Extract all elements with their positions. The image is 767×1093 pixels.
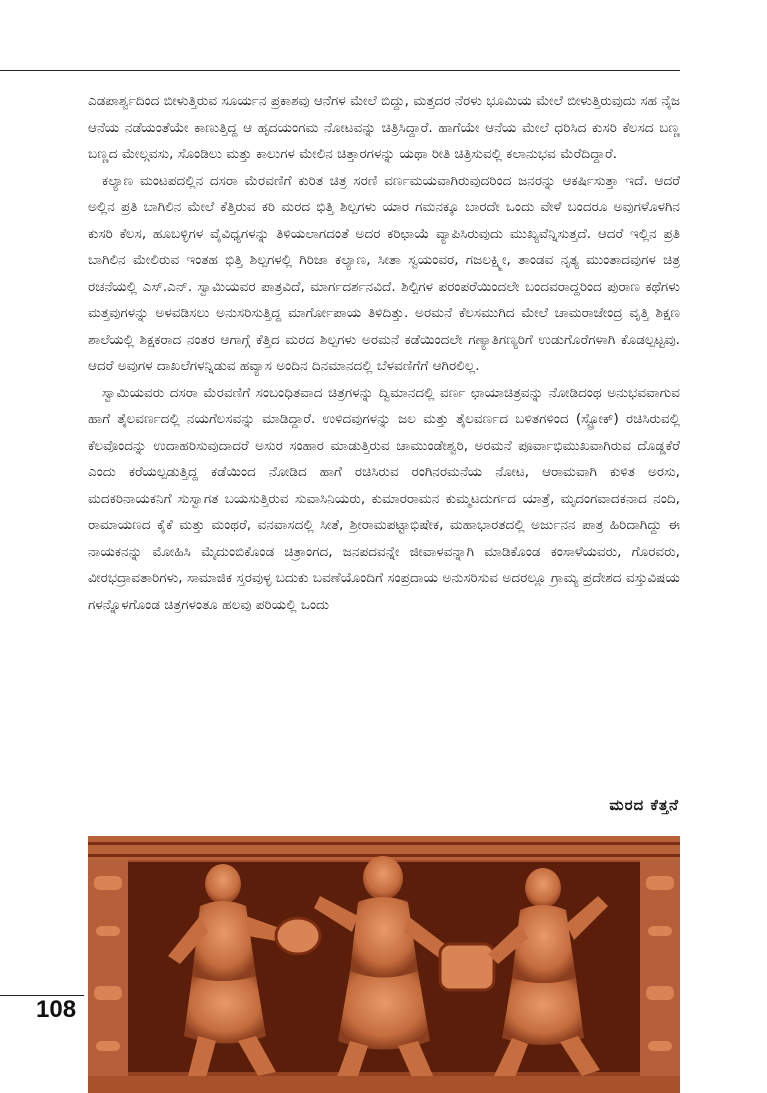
header-rule <box>0 70 680 71</box>
figure-caption: ಮರದ ಕೆತ್ತನೆ <box>609 796 679 814</box>
wood-carving-photo <box>88 836 680 1093</box>
paragraph-2: ಕಲ್ಯಾಣ ಮಂಟಪದಲ್ಲಿನ ದಸರಾ ಮೆರವಣಿಗೆ ಕುರಿತ ಚಿತ್ರ ಸರಣಿ ವರ್ಣಮಯವಾಗಿರುವುದರಿಂದ ಜನರನ್ನು ಆಕರ್ಷಿಸುತ್ತಾ ಇದೆ. ಆದರೆ ಅಲ್ಲಿನ ಪ್ರತಿ ಬಾಗಿಲಿನ ಮೇಲೆ ಕೆತ್ತಿರುವ ಕರಿ ಮರದ ಭಿತ್ತಿ ಶಿಲ್ಪಗಳು ಯಾರ ಗಮನಕ್ಕೂ ಬಾರದೇ ಒಂದು ವೇಳೆ ಬಂದರೂ ಅವುಗಳೊಳಗಿನ ಕುಸರಿ ಕೆಲಸ, ಹೂಬಳ್ಳಿಗಳ ವೈವಿಧ್ಯಗಳನ್ನು ತಿಳಿಯಲಾಗದಂತೆ ಅದರ ಕರಿಛಾಯೆ ವ್ಯಾಪಿಸಿರುವುದು ಮುಖ್ಯವೆನ್ನಿಸುತ್ತದೆ. ಆದರೆ ಇಲ್ಲಿನ ಪ್ರತಿ ಬಾಗಿಲಿನ ಮೇಲಿರುವ ಇಂತಹ ಭಿತ್ತಿ ಶಿಲ್ಪಗಳಲ್ಲಿ ಗಿರಿಜಾ ಕಲ್ಯಾಣ, ಸೀತಾ ಸ್ವಯಂವರ, ಗಜಲಕ್ಷ್ಮೀ, ತಾಂಡವ ನೃತ್ಯ ಮುಂತಾದವುಗಳ ಚಿತ್ರ ರಚನೆಯಲ್ಲಿ ಎಸ್.ಎನ್. ಸ್ವಾಮಿಯವರ ಪಾತ್ರವಿದೆ, ಮಾರ್ಗದರ್ಶನವಿದೆ. ಶಿಲ್ಪಿಗಳ ಪರಂಪರೆಯಿಂದಲೇ ಬಂದವರಾದ್ದರಿಂದ ಪುರಾಣ ಕಥೆಗಳು ಮತ್ತವುಗಳನ್ನು ಅಳವಡಿಸಲು ಅನುಸರಿಸುತ್ತಿದ್ದ ಮಾರ್ಗೋಪಾಯ ತಿಳಿದಿತ್ತು. ಅರಮನೆ ಕೆಲಸಮುಗಿದ ಮೇಲೆ ಚಾಮರಾಜೇಂದ್ರ ವೃತ್ತಿ ಶಿಕ್ಷಣ ಶಾಲೆಯಲ್ಲಿ ಶಿಕ್ಷಕರಾದ ನಂತರ ಆಗಾಗ್ಗೆ ಕೆತ್ತಿದ ಮರದ ಶಿಲ್ಪಗಳು ಅರಮನೆ ಕಡೆಯಿಂದಲೇ ಗಣ್ಯಾತಿಗಣ್ಯರಿಗೆ ಉಡುಗೊರೆಗಳಾಗಿ ಕೊಡಲ್ಪಟ್ಟವು. ಆದರೆ ಅವುಗಳ ದಾಖಲೆಗಳನ್ನಿಡುವ ಹವ್ಯಾಸ ಅಂದಿನ ದಿನಮಾನದಲ್ಲಿ ಬೆಳವಣಿಗೆಗೆ ಆಗಿರಲಿಲ್ಲ. <box>88 172 680 374</box>
paragraph-3: ಸ್ವಾಮಿಯವರು ದಸರಾ ಮೆರವಣಿಗೆ ಸಂಬಂಧಿತವಾದ ಚಿತ್ರಗಳನ್ನು ದ್ವಿಮಾನದಲ್ಲಿ ವರ್ಣ ಛಾಯಾಚಿತ್ರವನ್ನು ನೋಡಿದಂಥ ಅನುಭವವಾಗುವ ಹಾಗೆ ತೈಲವರ್ಣದಲ್ಲಿ ನಯಗೆಲಸವನ್ನು ಮಾಡಿದ್ದಾರೆ. ಉಳಿದವುಗಳನ್ನು ಜಲ ಮತ್ತು ತೈಲವರ್ಣದ ಬಳಿತಗಳಿಂದ (ಸ್ಟ್ರೋಕ್) ರಚಿಸಿರುವಲ್ಲಿ ಕೆಲವೊಂದನ್ನು ಉದಾಹರಿಸುವುದಾದರೆ ಅಸುರ ಸಂಹಾರ ಮಾಡುತ್ತಿರುವ ಚಾಮುಂಡೇಶ್ವರಿ, ಅರಮನೆ ಪೂರ್ವಾಭಿಮುಖವಾಗಿರುವ ದೊಡ್ಡಕೆರೆ ಎಂದು ಕರೆಯಲ್ಪಡುತ್ತಿದ್ದ ಕಡೆಯಿಂದ ನೋಡಿದ ಹಾಗೆ ರಚಿಸಿರುವ ರಂಗಿನರಮನೆಯ ನೋಟ, ಆರಾಮವಾಗಿ ಕುಳಿತ ಅರಸು, ಮದಕರಿನಾಯಕನಿಗೆ ಸುಸ್ವಾಗತ ಬಯಸುತ್ತಿರುವ ಸುವಾಸಿನಿಯರು, ಕುಮಾರರಾಮನ ಕುಮ್ಮಟದುರ್ಗದ ಯಾತ್ರೆ, ಮೃದಂಗವಾದಕನಾದ ನಂದಿ, ರಾಮಾಯಣದ ಕೈಕೆ ಮತ್ತು ಮಂಥರೆ, ವನವಾಸದಲ್ಲಿ ಸೀತೆ, ಶ್ರೀರಾಮಪಟ್ಟಾಭಿಷೇಕ, ಮಹಾಭಾರತದಲ್ಲಿ ಅರ್ಜುನನ ಪಾತ್ರ ಹಿರಿದಾಗಿದ್ದು ಈ ನಾಯಕನನ್ನು ಮೋಹಿಸಿ ಮೈದುಂಬಿಕೊಂಡ ಚಿತ್ರಾಂಗದ, ಜನಪದವನ್ನೇ ಜೀವಾಳವನ್ನಾಗಿ ಮಾಡಿಕೊಂಡ ಕಂಸಾಳೆಯವರು, ಗೊರವರು, ವೀರಭದ್ರಾವತಾರಿಗಳು, ಸಾಮಾಜಿಕ ಸ್ತರವುಳ್ಳ ಬದುಕು ಬವಣೆಯೊಂದಿಗೆ ಸಂಪ್ರದಾಯ ಅನುಸರಿಸುವ ಅದರಲ್ಲೂ ಗ್ರಾಮ್ಯ ಪ್ರದೇಶದ ವಸ್ತುವಿಷಯ ಗಳನ್ನೊಳಗೊಂಡ ಚಿತ್ರಗಳಂತೂ ಹಲವು ಪರಿಯಲ್ಲಿ ಒಂದು <box>88 384 680 613</box>
page-number: 108 <box>36 996 77 1023</box>
article-body <box>88 88 680 618</box>
paragraph-1: ಎಡಪಾರ್ಶ್ವದಿಂದ ಬೀಳುತ್ತಿರುವ ಸೂರ್ಯನ ಪ್ರಕಾಶವು ಆನೆಗಳ ಮೇಲೆ ಬಿದ್ದು, ಮತ್ತದರ ನೆರಳು ಭೂಮಿಯ ಮೇಲೆ ಬೀಳುತ್ತಿರುವುದು ಸಹ ನೈಜ ಆನೆಯ ನಡೆಯಂತೆಯೇ ಕಾಣುತ್ತಿದ್ದ ಆ ಹೃದಯಂಗಮ ನೋಟವನ್ನು ಚಿತ್ರಿಸಿದ್ದಾರೆ. ಹಾಗೆಯೇ ಆನೆಯ ಮೇಲೆ ಧರಿಸಿದ ಕುಸರಿ ಕೆಲಸದ ಬಣ್ಣ ಬಣ್ಣದ ಮೇಲ್ಗವಸು, ಸೊಂಡಿಲು ಮತ್ತು ಕಾಲುಗಳ ಮೇಲಿನ ಚಿತ್ತಾರಗಳನ್ನು ಯಥಾ ರೀತಿ ಚಿತ್ರಿಸುವಲ್ಲಿ ಕಲಾನುಭವ ಮೆರೆದಿದ್ದಾರೆ. <box>88 93 680 162</box>
